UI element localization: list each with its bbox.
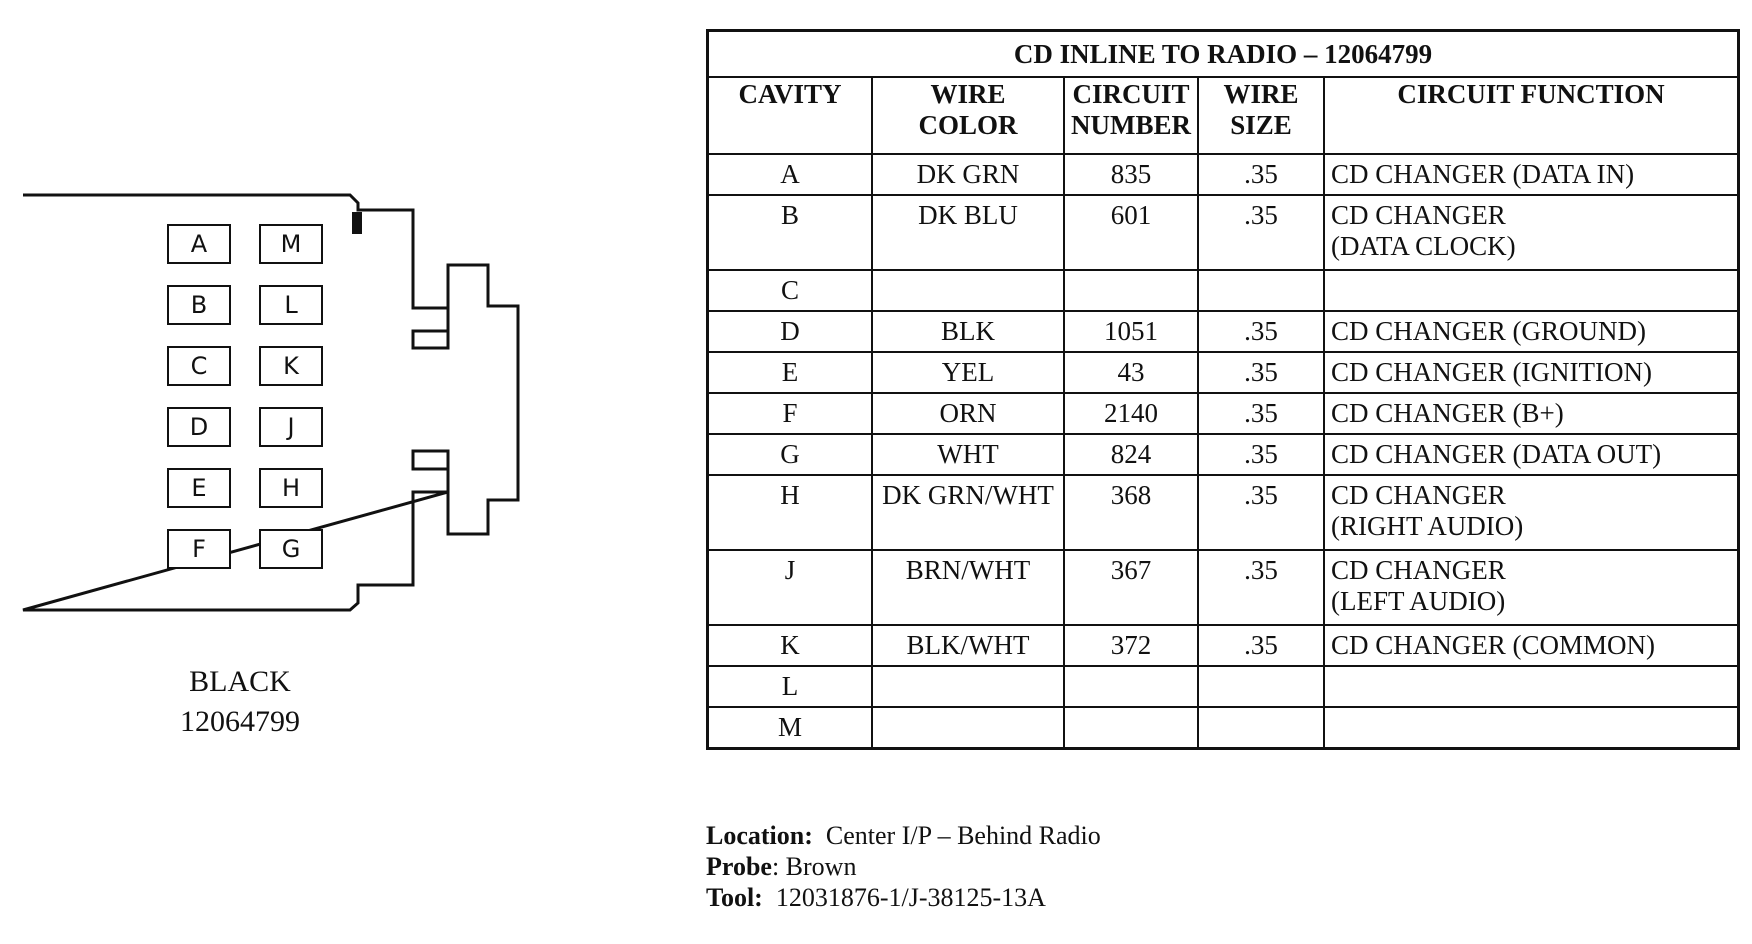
pin-cavity-b: B bbox=[167, 285, 231, 325]
table-row bbox=[708, 475, 1739, 550]
cell-wire-size: .35 bbox=[1198, 550, 1324, 625]
cell-cavity: G bbox=[708, 434, 873, 475]
header-wire-color-line1: WIRE bbox=[930, 79, 1006, 109]
pin-cavity-a: A bbox=[167, 224, 231, 264]
cell-circuit-function bbox=[1324, 311, 1739, 352]
cell-circuit-function bbox=[1324, 393, 1739, 434]
header-circuit-function-label: CIRCUIT FUNCTION bbox=[1397, 79, 1665, 109]
note-tool-value: 12031876-1/J-38125-13A bbox=[775, 883, 1046, 912]
cell-circuit-function bbox=[1324, 434, 1739, 475]
header-cavity bbox=[708, 77, 873, 154]
cell-cavity: C bbox=[708, 270, 873, 311]
pin-cavity-d: D bbox=[167, 407, 231, 447]
cell-wire-size bbox=[1198, 707, 1324, 749]
table-row bbox=[708, 154, 1739, 195]
cell-wire-color: DK GRN bbox=[872, 154, 1064, 195]
cell-circuit-number: 43 bbox=[1064, 352, 1198, 393]
cell-wire-size bbox=[1198, 270, 1324, 311]
pinout-table bbox=[706, 29, 1740, 750]
cell-circuit-function bbox=[1324, 352, 1739, 393]
cell-cavity: J bbox=[708, 550, 873, 625]
cell-function-line1: CD CHANGER bbox=[1331, 200, 1506, 230]
cell-circuit-function bbox=[1324, 475, 1739, 550]
cell-wire-color: BLK/WHT bbox=[872, 625, 1064, 666]
pin-cavity-g: G bbox=[259, 529, 323, 569]
note-probe-label: Probe bbox=[706, 852, 772, 881]
cell-circuit-number bbox=[1064, 707, 1198, 749]
cell-circuit-number bbox=[1064, 666, 1198, 707]
header-wire-size bbox=[1198, 77, 1324, 154]
cell-circuit-function bbox=[1324, 154, 1739, 195]
cell-circuit-function bbox=[1324, 666, 1739, 707]
table-row bbox=[708, 666, 1739, 707]
connector-notes bbox=[706, 820, 1101, 913]
cell-circuit-function bbox=[1324, 625, 1739, 666]
cell-wire-color: YEL bbox=[872, 352, 1064, 393]
table-header-row bbox=[708, 77, 1739, 154]
cell-circuit-number: 372 bbox=[1064, 625, 1198, 666]
table-row bbox=[708, 352, 1739, 393]
cell-function-line1: CD CHANGER (DATA IN) bbox=[1331, 159, 1635, 189]
pin-cavity-e: E bbox=[167, 468, 231, 508]
cell-wire-color: WHT bbox=[872, 434, 1064, 475]
cell-wire-color: DK BLU bbox=[872, 195, 1064, 270]
connector-face-view bbox=[0, 0, 560, 800]
cell-cavity: E bbox=[708, 352, 873, 393]
cell-cavity: H bbox=[708, 475, 873, 550]
cell-wire-size: .35 bbox=[1198, 625, 1324, 666]
cell-cavity: K bbox=[708, 625, 873, 666]
cell-circuit-function bbox=[1324, 707, 1739, 749]
cell-wire-color bbox=[872, 707, 1064, 749]
table-title-row bbox=[708, 31, 1739, 78]
cell-wire-size: .35 bbox=[1198, 311, 1324, 352]
header-wire-color-line2: COLOR bbox=[918, 110, 1018, 140]
pin-cavity-f: F bbox=[167, 529, 231, 569]
note-location-label: Location: bbox=[706, 821, 813, 850]
header-circuit-function bbox=[1324, 77, 1739, 154]
cell-wire-color: ORN bbox=[872, 393, 1064, 434]
cell-wire-size: .35 bbox=[1198, 475, 1324, 550]
cell-cavity: B bbox=[708, 195, 873, 270]
cell-circuit-number: 2140 bbox=[1064, 393, 1198, 434]
cell-wire-color: BRN/WHT bbox=[872, 550, 1064, 625]
cell-function-line1: CD CHANGER (COMMON) bbox=[1331, 630, 1656, 660]
cell-cavity: F bbox=[708, 393, 873, 434]
cell-wire-size: .35 bbox=[1198, 154, 1324, 195]
table-title: CD INLINE TO RADIO – 12064799 bbox=[708, 31, 1739, 78]
cell-circuit-function bbox=[1324, 550, 1739, 625]
note-probe bbox=[706, 851, 1101, 882]
pin-cavity-c: C bbox=[167, 346, 231, 386]
header-circuit-number bbox=[1064, 77, 1198, 154]
cell-wire-size: .35 bbox=[1198, 195, 1324, 270]
cell-wire-size: .35 bbox=[1198, 393, 1324, 434]
pin-cavity-k: K bbox=[259, 346, 323, 386]
cell-function-line1: CD CHANGER (GROUND) bbox=[1331, 316, 1646, 346]
header-cavity-label: CAVITY bbox=[738, 79, 842, 109]
cell-function-line1: CD CHANGER bbox=[1331, 555, 1506, 585]
cell-wire-color: DK GRN/WHT bbox=[872, 475, 1064, 550]
cell-circuit-number: 368 bbox=[1064, 475, 1198, 550]
cell-function-line2: (RIGHT AUDIO) bbox=[1331, 511, 1524, 541]
table-row bbox=[708, 195, 1739, 270]
cell-function-line2: (DATA CLOCK) bbox=[1331, 231, 1516, 261]
cell-cavity: A bbox=[708, 154, 873, 195]
header-wire-size-line2: SIZE bbox=[1230, 110, 1292, 140]
table-row bbox=[708, 625, 1739, 666]
cell-cavity: L bbox=[708, 666, 873, 707]
pin-cavity-l: L bbox=[259, 285, 323, 325]
header-circuit-number-line1: CIRCUIT bbox=[1072, 79, 1190, 109]
connector-latch-mark bbox=[352, 212, 362, 234]
cell-circuit-number: 1051 bbox=[1064, 311, 1198, 352]
cell-wire-color: BLK bbox=[872, 311, 1064, 352]
header-wire-size-line1: WIRE bbox=[1223, 79, 1299, 109]
note-location-value: Center I/P – Behind Radio bbox=[825, 821, 1101, 850]
pin-cavity-m: M bbox=[259, 224, 323, 264]
note-location bbox=[706, 820, 1101, 851]
cell-cavity: D bbox=[708, 311, 873, 352]
cell-circuit-number: 824 bbox=[1064, 434, 1198, 475]
cell-wire-color bbox=[872, 666, 1064, 707]
cell-circuit-function bbox=[1324, 195, 1739, 270]
cell-wire-size: .35 bbox=[1198, 352, 1324, 393]
cell-circuit-number: 835 bbox=[1064, 154, 1198, 195]
pin-cavity-h: H bbox=[259, 468, 323, 508]
cell-function-line1: CD CHANGER (B+) bbox=[1331, 398, 1564, 428]
cell-circuit-number: 601 bbox=[1064, 195, 1198, 270]
cell-wire-size: .35 bbox=[1198, 434, 1324, 475]
cell-function-line2: (LEFT AUDIO) bbox=[1331, 586, 1506, 616]
note-tool-label: Tool: bbox=[706, 883, 763, 912]
table-row bbox=[708, 270, 1739, 311]
table-row bbox=[708, 434, 1739, 475]
connector-color-label: BLACK bbox=[189, 665, 291, 698]
cell-circuit-function bbox=[1324, 270, 1739, 311]
header-circuit-number-line2: NUMBER bbox=[1071, 110, 1191, 140]
cell-function-line1: CD CHANGER bbox=[1331, 480, 1506, 510]
cell-function-line1: CD CHANGER (DATA OUT) bbox=[1331, 439, 1662, 469]
cell-cavity: M bbox=[708, 707, 873, 749]
table-row bbox=[708, 707, 1739, 749]
note-tool bbox=[706, 882, 1101, 913]
connector-part-number: 12064799 bbox=[180, 705, 300, 738]
cell-circuit-number: 367 bbox=[1064, 550, 1198, 625]
table-row bbox=[708, 311, 1739, 352]
cell-wire-color bbox=[872, 270, 1064, 311]
cell-function-line1: CD CHANGER (IGNITION) bbox=[1331, 357, 1652, 387]
cell-circuit-number bbox=[1064, 270, 1198, 311]
header-wire-color bbox=[872, 77, 1064, 154]
table-row bbox=[708, 550, 1739, 625]
table-row bbox=[708, 393, 1739, 434]
note-probe-value: : Brown bbox=[771, 852, 857, 881]
pin-cavity-j: J bbox=[259, 407, 323, 447]
cell-wire-size bbox=[1198, 666, 1324, 707]
